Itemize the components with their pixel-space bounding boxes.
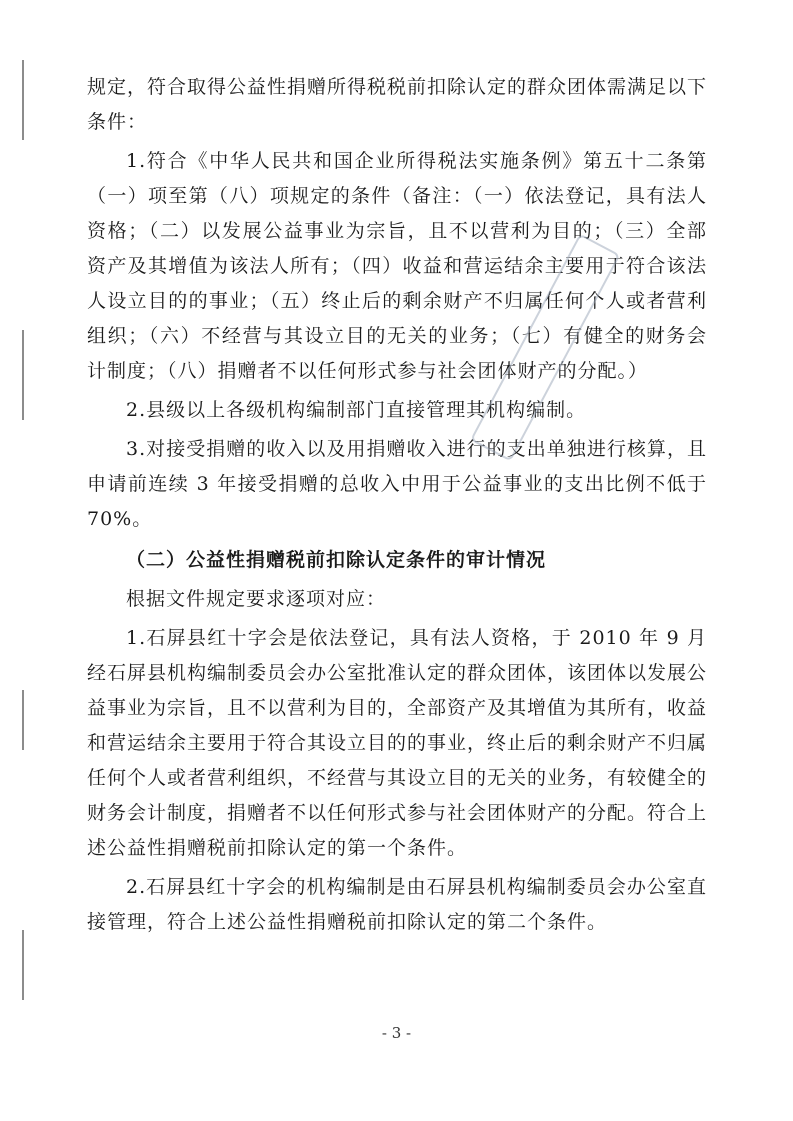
paragraph-condition-3: 3.对接受捐赠的收入以及用捐赠收入进行的支出单独进行核算，且申请前连续 3 年接受捐赠的总收入中用于公益事业的支出比例不低于 70%。 xyxy=(87,438,707,530)
paragraph-condition-1: 1.符合《中华人民共和国企业所得税法实施条例》第五十二条第（一）项至第（八）项规定的条件（备注：（一）依法登记，具有法人资格；（二）以发展公益事业为宗旨，且不以营利为目的；（三）全部资产及其增值为该法人所有；（四）收益和营运结余主要用于符合该法人设立目的的事业；（五）终止后的剩余财产不归属任何个人或者营利组织；（六）不经营与其设立目的无关的业务；（七）有健全的财务会计制度；（八）捐赠者不以任何形式参与社会团体财产的分配。） xyxy=(87,150,707,382)
paragraph-condition-2: 2.县级以上各级机构编制部门直接管理其机构编制。 xyxy=(126,399,587,421)
paragraph-basis: 根据文件规定要求逐项对应： xyxy=(126,588,387,610)
paragraph-audit-2: 2.石屏县红十字会的机构编制是由石屏县机构编制委员会办公室直接管理，符合上述公益性捐赠税前扣除认定的第二个条件。 xyxy=(87,876,707,933)
paragraph-intro: 规定，符合取得公益性捐赠所得税税前扣除认定的群众团体需满足以下条件： xyxy=(87,76,708,133)
binding-marks xyxy=(22,0,28,1121)
section-heading: （二）公益性捐赠税前扣除认定条件的审计情况 xyxy=(126,549,547,571)
page-number: - 3 - xyxy=(381,1024,412,1042)
document-body xyxy=(87,70,707,944)
paragraph-audit-1: 1.石屏县红十字会是依法登记，具有法人资格，于 2010 年 9 月经石屏县机构编制委员会办公室批准认定的群众团体，该团体以发展公益事业为宗旨，且不以营利为目的，全部资产及其增值为其所有，收益和营运结余主要用于符合其设立目的的事业，终止后的剩余财产不归属任何个人或者营利组织，不经营与其设立目的无关的业务，有较健全的财务会计制度，捐赠者不以任何形式参与社会团体财产的分配。符合上述公益性捐赠税前扣除认定的第一个条件。 xyxy=(87,627,708,859)
